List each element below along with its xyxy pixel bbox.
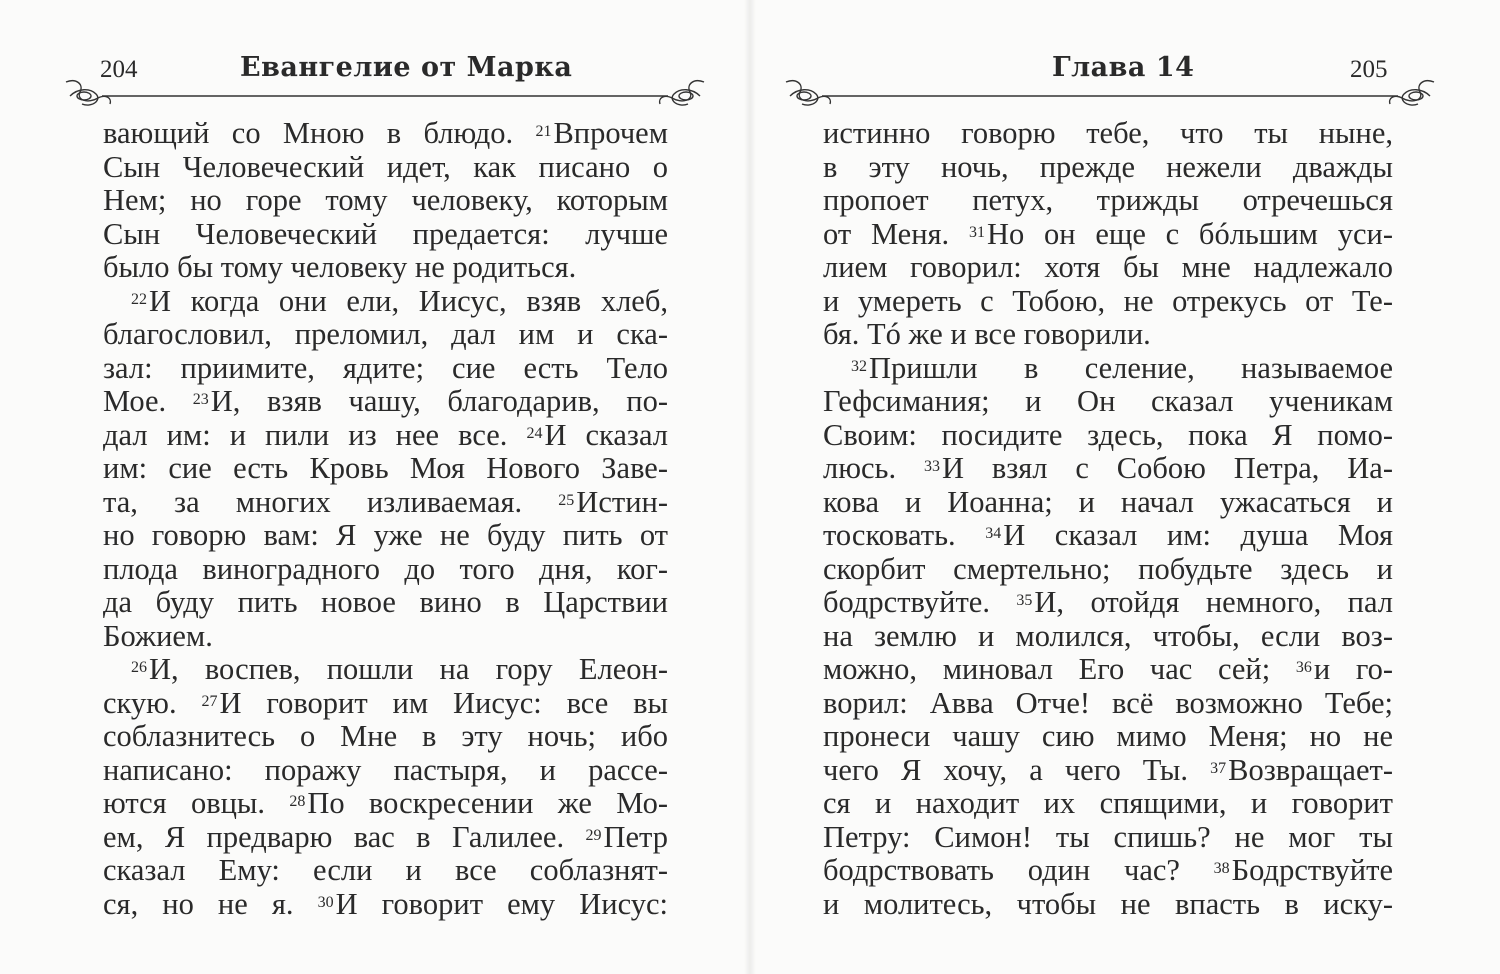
text-segment: и умереть с Тобою, не отрекусь от Те- (823, 283, 1393, 318)
text-segment: сказал Ему: если и все соблазнят- (103, 853, 668, 887)
verse-number: 31 (968, 223, 985, 241)
text-segment: бодрствовать один час? (823, 853, 1214, 887)
text-segment: ворил: Авва Отче! всё возможно Тебе; (823, 685, 1393, 720)
text-line (823, 754, 1393, 788)
text-segment: Пришли в селение, называемое (869, 350, 1393, 385)
text-segment: зал: приимите, ядите; сие есть Тело (103, 350, 668, 385)
text-segment: кова и Иоанна; и начал ужасаться и (823, 484, 1393, 519)
verse-number: 34 (985, 525, 1002, 542)
text-segment: было бы тому человеку не родиться. (103, 250, 577, 284)
text-line (823, 419, 1393, 453)
text-segment: ются овцы. (103, 786, 290, 820)
text-segment: от Меня. (823, 216, 969, 251)
text-line (823, 854, 1393, 888)
text-segment: бя. Тó же и все говорили. (823, 317, 1151, 351)
text-segment: Истин- (576, 484, 668, 519)
verse-number: 37 (1210, 759, 1227, 777)
text-segment: благословил, преломил, дал им и ска- (103, 317, 668, 351)
text-segment: Но он еще с бóльшим уси- (986, 216, 1393, 251)
text-segment: Сын Человеческий предается: лучше (103, 216, 668, 251)
ornament-icon (782, 74, 1438, 114)
text-segment: лием говорил: хотя бы мне надлежало (823, 250, 1393, 284)
text-segment: И когда они ели, Иисус, взяв хлеб, (149, 283, 668, 318)
text-line (823, 385, 1393, 419)
text-segment: ся и находит их спящими, и говорит (823, 786, 1393, 820)
text-segment: Божием. (103, 618, 213, 653)
text-segment: скую. (103, 685, 202, 720)
text-line (823, 687, 1393, 721)
text-segment: Нем; но горе тому человеку, которым (103, 183, 668, 217)
verse-number: 22 (131, 290, 147, 308)
text-segment: И, воспев, пошли на гору Елеон- (149, 652, 668, 686)
text-line (823, 553, 1393, 587)
text-segment: Впрочем (553, 116, 668, 150)
text-segment: Возвращает- (1228, 752, 1393, 787)
text-line (823, 821, 1393, 855)
text-segment: но говорю вам: Я уже не буду пить от (103, 518, 668, 552)
text-segment: да буду пить новое вино в Царствии (103, 585, 668, 619)
text-segment: Мое. (103, 384, 193, 418)
text-segment: По воскресении же Мо- (307, 786, 668, 820)
text-segment: ем, Я предварю вас в Галилее. (103, 819, 586, 854)
text-line (823, 888, 1393, 922)
text-segment: им: сие есть Кровь Моя Нового Заве- (103, 451, 668, 485)
text-segment: тосковать. (823, 518, 986, 552)
text-line (823, 285, 1393, 319)
text-line (823, 318, 1393, 352)
page-number: 205 (1350, 56, 1388, 83)
running-title: Евангелие от Марка (240, 52, 573, 83)
page-number: 204 (100, 56, 138, 83)
verse-number: 26 (131, 659, 147, 676)
verse-number: 27 (201, 692, 218, 710)
verse-number: 23 (192, 391, 209, 408)
text-segment: И, взяв чашу, благодарив, по- (210, 384, 668, 418)
header-ornament-rule (782, 74, 1438, 114)
text-segment: Гефсимания; и Он сказал ученикам (823, 384, 1393, 418)
verse-number: 38 (1213, 860, 1230, 877)
text-line (823, 653, 1393, 687)
text-line (823, 586, 1393, 620)
text-line (823, 218, 1393, 252)
text-segment: вающий со Мною в блюдо. (103, 116, 536, 150)
text-segment: в эту ночь, прежде нежели дважды (823, 149, 1393, 184)
text-segment: Петру: Симон! ты спишь? не мог ты (823, 819, 1393, 854)
verse-number: 28 (289, 793, 306, 810)
text-segment: написано: поражу пастыря, и рассе- (103, 752, 668, 787)
text-segment: пропоет петух, трижды отречешься (823, 183, 1393, 217)
text-segment: Своим: посидите здесь, пока Я помо- (823, 417, 1393, 452)
text-segment: чего Я хочу, а чего Ты. (823, 752, 1211, 787)
text-segment: люсь. (823, 451, 924, 485)
text-segment: И взял с Собою Петра, Иа- (941, 451, 1394, 485)
text-line (823, 151, 1393, 185)
text-line (823, 117, 1393, 151)
text-segment: И, отойдя немного, пал (1034, 585, 1393, 619)
verse-number: 33 (923, 458, 940, 475)
text-segment: Сын Человеческий идет, как писано о (103, 149, 668, 184)
verse-number: 35 (1016, 592, 1033, 609)
verse-number: 21 (535, 123, 552, 140)
text-segment: можно, миновал Его час сей; (823, 652, 1296, 686)
text-line (823, 519, 1393, 553)
text-segment: истинно говорю тебе, что ты ныне, (823, 116, 1393, 150)
text-line (823, 620, 1393, 654)
verse-number: 24 (526, 424, 543, 442)
verse-number: 32 (851, 357, 867, 375)
text-segment: Петр (603, 819, 668, 854)
text-segment: И говорит ему Иисус: (335, 886, 669, 921)
verse-number: 25 (558, 491, 575, 509)
text-line (823, 352, 1393, 386)
text-segment: плода виноградного до того дня, ког- (103, 551, 668, 586)
text-segment: И сказал им: душа Моя (1003, 518, 1393, 552)
text-segment: на землю и молился, чтобы, если воз- (823, 618, 1393, 653)
text-segment: ся, но не я. (103, 886, 318, 921)
text-segment: и го- (1313, 652, 1393, 686)
text-line (823, 486, 1393, 520)
text-segment: и молитесь, чтобы не впасть в иску- (823, 886, 1393, 921)
text-segment: И сказал (544, 417, 668, 452)
text-line (823, 720, 1393, 754)
right-body-text (823, 117, 1393, 921)
text-line (823, 452, 1393, 486)
text-line (823, 787, 1393, 821)
text-segment: Бодрствуйте (1231, 853, 1393, 887)
text-line (823, 251, 1393, 285)
verse-number: 29 (585, 826, 602, 844)
text-segment: дал им: и пили из нее все. (103, 417, 527, 452)
text-segment: соблазнитесь о Мне в эту ночь; ибо (103, 719, 668, 753)
text-segment: та, за многих изливаемая. (103, 484, 559, 519)
text-segment: пронеси чашу сию мимо Меня; но не (823, 719, 1393, 753)
verse-number: 36 (1295, 659, 1312, 676)
text-segment: бодрствуйте. (823, 585, 1017, 619)
text-segment: И говорит им Иисус: все вы (219, 685, 668, 720)
verse-number: 30 (317, 893, 334, 911)
running-title: Глава 14 (1052, 52, 1195, 83)
text-line (823, 184, 1393, 218)
text-segment: скорбит смертельно; побудьте здесь и (823, 551, 1393, 586)
